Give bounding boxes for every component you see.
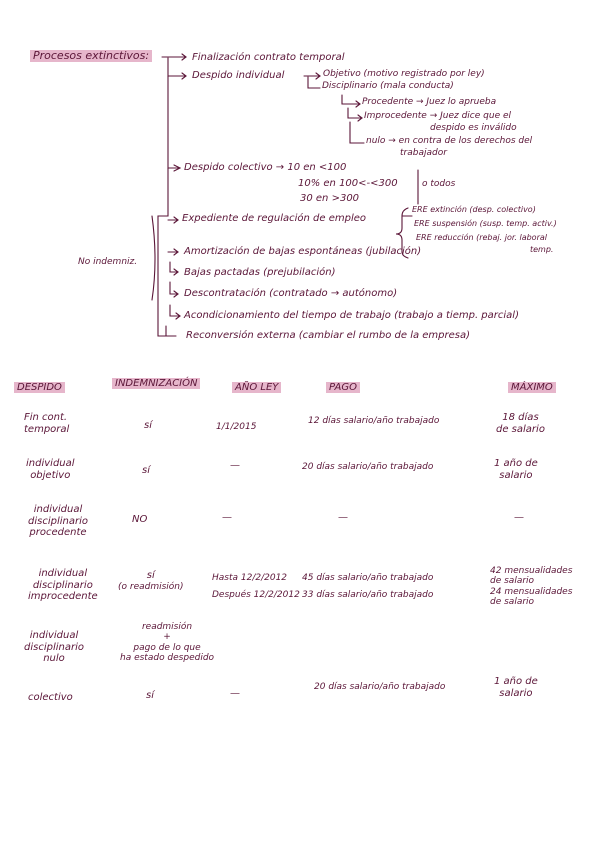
node-expediente: Expediente de regulación de empleo [182,213,367,224]
header-pago: PAGO [326,382,360,393]
node-despido-colectivo: Despido colectivo → 10 en <100 [184,162,347,173]
node-acondicionamiento: Acondicionamiento del tiempo de trabajo (trabajo a tiemp. parcial) [184,310,519,321]
table-row-1-maximo: 18 días de salario [496,412,545,435]
node-amortizacion: Amortización de bajas espontáneas (jubilación) [184,246,422,257]
table-row-1-pago: 12 días salario/año trabajado [308,416,440,426]
table-row-1-ano-ley: 1/1/2015 [216,422,257,432]
table-row-3-maximo: — [514,512,524,523]
node-ere-suspension: ERE suspensión (susp. temp. activ.) [414,219,557,228]
node-improcedente-line1: Improcedente → Juez dice que el [364,111,512,121]
table-row-3-pago: — [338,512,348,523]
table-row-6-maximo: 1 año de salario [494,676,538,699]
header-indemnizacion: INDEMNIZACIÓN [112,378,200,389]
node-descontratacion: Descontratación (contratado → autónomo) [184,288,398,299]
node-bajas-pactadas: Bajas pactadas (prejubilación) [184,267,336,278]
diagram-root: Procesos extinctivos: [30,50,152,62]
node-disciplinario: Disciplinario (mala conducta) [322,81,454,91]
node-finalizacion: Finalización contrato temporal [192,52,345,63]
table-row-2-indemnizacion: sí [142,465,150,476]
table-row-5-despido: individual disciplinario nulo [24,630,84,664]
table-row-1-indemnizacion: sí [144,420,152,431]
node-ere-reduccion-line1: ERE reducción (rebaj. jor. laboral [416,233,547,242]
table-row-6-indemnizacion: sí [146,690,154,701]
table-row-2-ano-ley: — [230,460,240,471]
node-objetivo: Objetivo (motivo registrado por ley) [323,69,485,79]
table-row-6-despido: colectivo [28,692,73,703]
node-ere-reduccion-line2: temp. [530,245,554,254]
node-nulo-line1: nulo → en contra de los derechos del [366,136,533,146]
node-improcedente-line2: despido es inválido [430,123,517,133]
header-maximo: MÁXIMO [508,382,556,393]
node-colectivo-rule2: 10% en 100<-<300 [298,178,398,189]
table-row-5-indemnizacion: readmisión + pago de lo que ha estado despedido [120,622,215,664]
node-nulo-line2: trabajador [400,148,447,158]
table-row-2-maximo: 1 año de salario [494,458,538,481]
header-despido: DESPIDO [14,382,65,393]
table-row-6-pago: 20 días salario/año trabajado [314,682,446,692]
table-row-3-indemnizacion: NO [132,514,148,525]
node-reconversion: Reconversión externa (cambiar el rumbo de la empresa) [186,330,471,341]
table-row-1-despido: Fin cont. temporal [24,412,70,435]
table-row-4-despido: individual disciplinario improcedente [28,568,98,602]
table-row-3-despido: individual disciplinario procedente [28,504,88,538]
table-row-3-ano-ley: — [222,512,232,523]
table-row-2-pago: 20 días salario/año trabajado [302,462,434,472]
node-procedente: Procedente → Juez lo aprueba [362,97,497,107]
node-ere-extincion: ERE extinción (desp. colectivo) [412,205,536,214]
table-row-4-ano-ley: Hasta 12/2/2012 Después 12/2/2012 [212,573,300,601]
table-row-6-ano-ley: — [230,688,240,699]
table-row-4-pago: 45 días salario/año trabajado 33 días salario/año trabajado [302,573,434,601]
node-no-indemniz: No indemniz. [78,257,138,267]
table-row-4-maximo: 42 mensualidades de salario 24 mensualidades de salario [490,566,573,608]
table-row-4-indemnizacion: sí (o readmisión) [118,570,184,592]
node-despido-individual: Despido individual [192,70,285,81]
table-row-2-despido: individual objetivo [26,458,75,481]
header-ano-ley: AÑO LEY [232,382,281,393]
node-colectivo-rule3: 30 en >300 [300,193,360,204]
node-o-todos: o todos [422,179,456,189]
